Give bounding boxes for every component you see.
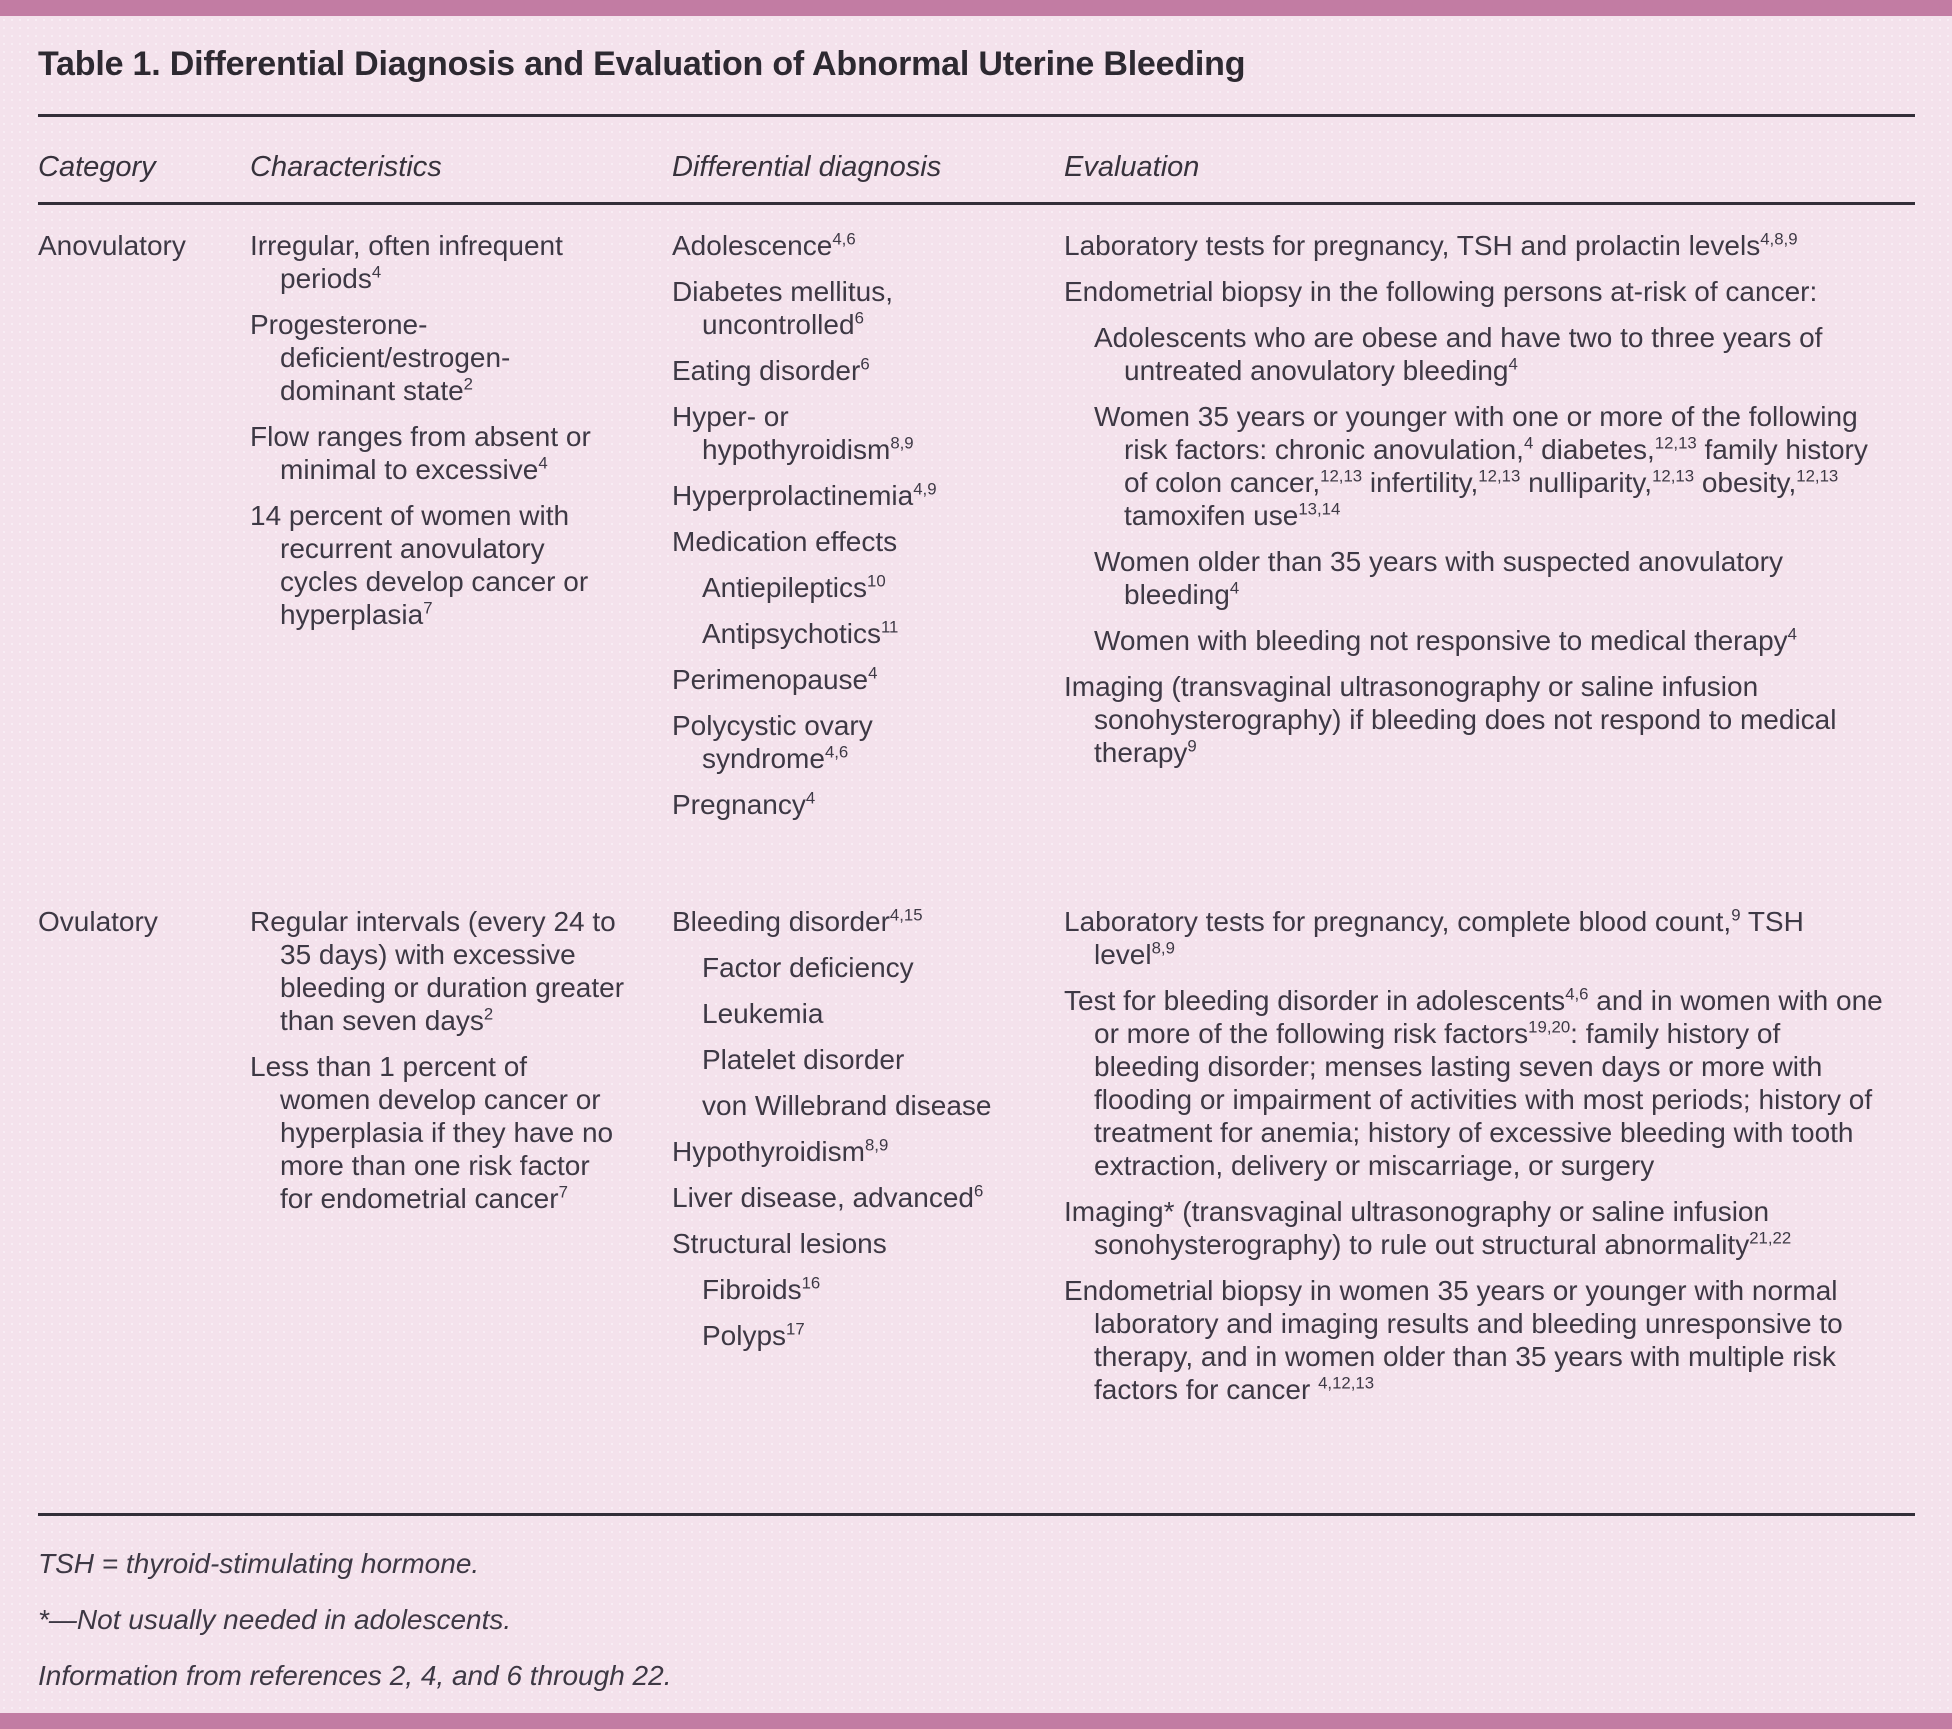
title-rule	[38, 114, 1915, 117]
table-title: Table 1. Differential Diagnosis and Evaluation of Abnormal Uterine Bleeding	[38, 45, 1246, 83]
cell-paragraph: Factor deficiency	[702, 952, 914, 983]
evaluation-cell	[1064, 905, 1915, 1419]
cell-paragraph: Progesterone-deficient/estrogen-dominant state$^2$	[250, 309, 511, 406]
cell-paragraph: Irregular, often infrequent periods$^4$	[250, 230, 563, 294]
cell-paragraph: Adolescents who are obese and have two to three years of untreated anovulatory bleeding$^4$	[1094, 322, 1823, 386]
cell-paragraph: Hyper- or hypothyroidism$^{8,9}$	[672, 401, 914, 465]
cell-paragraph: Hypothyroidism$^{8,9}$	[672, 1135, 889, 1167]
cell-paragraph: Bleeding disorder$^{4,15}$	[672, 905, 923, 937]
cell-paragraph: Regular intervals (every 24 to 35 days) with excessive bleeding or duration greater than seven days$^2$	[250, 906, 625, 1036]
bottom-accent-bar	[0, 1713, 1952, 1729]
column-header-evaluation: Evaluation	[1064, 151, 1200, 183]
column-header-characteristics: Characteristics	[250, 151, 442, 183]
table-footer	[38, 1513, 1915, 1692]
cell-paragraph: Imaging (transvaginal ultrasonography or saline infusion sonohysterography) if bleeding does not respond to medical therapy$^9$	[1064, 671, 1837, 768]
cell-paragraph: Flow ranges from absent or minimal to excessive$^4$	[250, 421, 591, 485]
cell-paragraph: Women older than 35 years with suspected anovulatory bleeding$^4$	[1094, 546, 1783, 610]
cell-paragraph: Leukemia	[702, 998, 824, 1029]
cell-paragraph: Women with bleeding not responsive to medical therapy$^4$	[1094, 624, 1797, 656]
characteristics-cell	[250, 905, 672, 1419]
differential-cell	[672, 229, 1064, 889]
differential-cell	[672, 905, 1064, 1419]
footnote-tsh: TSH = thyroid-stimulating hormone.	[38, 1548, 480, 1579]
category-label: Anovulatory	[38, 230, 186, 261]
cell-paragraph: Polycystic ovary syndrome$^{4,6}$	[672, 710, 873, 774]
cell-paragraph: Laboratory tests for pregnancy, complete blood count,$^9$ TSH level$^{8,9}$	[1064, 905, 1804, 970]
table-row	[38, 229, 1915, 889]
cell-paragraph: Fibroids$^{16}$	[702, 1273, 821, 1305]
column-header-differential-diagnosis: Differential diagnosis	[672, 151, 942, 183]
table-body	[38, 205, 1915, 1419]
category-cell	[38, 905, 250, 1419]
cell-paragraph: Eating disorder$^6$	[672, 354, 870, 386]
cell-paragraph: Liver disease, advanced$^6$	[672, 1181, 984, 1213]
footnote-asterisk: *—Not usually needed in adolescents.	[38, 1604, 512, 1635]
footer-rule	[38, 1513, 1915, 1516]
category-cell	[38, 229, 250, 889]
cell-paragraph: Diabetes mellitus, uncontrolled$^6$	[672, 276, 893, 340]
cell-paragraph: Adolescence$^{4,6}$	[672, 229, 856, 261]
cell-paragraph: Perimenopause$^4$	[672, 663, 878, 695]
category-label: Ovulatory	[38, 906, 158, 937]
cell-paragraph: Laboratory tests for pregnancy, TSH and prolactin levels$^{4,8,9}$	[1064, 229, 1798, 261]
cell-paragraph: Antiepileptics$^{10}$	[702, 571, 886, 603]
column-header-category: Category	[38, 151, 156, 183]
table-row	[38, 905, 1915, 1419]
cell-paragraph: Endometrial biopsy in the following persons at-risk of cancer:	[1064, 276, 1818, 307]
evaluation-cell	[1064, 229, 1915, 889]
characteristics-cell	[250, 229, 672, 889]
cell-paragraph: Women 35 years or younger with one or more of the following risk factors: chronic anovulation,$^4$ diabetes,$^{12,13}$ family history of colon cancer,$^{12,13}$ infertility,$^{12,13}$ nulliparity,$^{12,13}$ obesity,$^{12,13}$ tamoxifen use$^{13,14}$	[1094, 401, 1868, 531]
cell-paragraph: Antipsychotics$^{11}$	[702, 617, 899, 649]
cell-paragraph: 14 percent of women with recurrent anovulatory cycles develop cancer or hyperplasia$^7$	[250, 500, 589, 630]
cell-paragraph: von Willebrand disease	[702, 1090, 992, 1121]
cell-paragraph: Imaging* (transvaginal ultrasonography or saline infusion sonohysterography) to rule out structural abnormality$^{21,22}$	[1064, 1196, 1792, 1260]
top-accent-bar	[0, 0, 1952, 16]
cell-paragraph: Structural lesions	[672, 1228, 887, 1259]
cell-paragraph: Less than 1 percent of women develop cancer or hyperplasia if they have no more than one risk factor for endometrial cancer$^7$	[250, 1051, 614, 1214]
cell-paragraph: Endometrial biopsy in women 35 years or younger with normal laboratory and imaging results and bleeding unresponsive to therapy, and in women older than 35 years with multiple risk factors for cancer $^{4,12,13}$	[1064, 1275, 1843, 1405]
column-header-row	[38, 151, 1915, 202]
cell-paragraph: Hyperprolactinemia$^{4,9}$	[672, 479, 937, 511]
cell-paragraph: Pregnancy$^4$	[672, 788, 816, 820]
cell-paragraph: Platelet disorder	[702, 1044, 905, 1075]
cell-paragraph: Medication effects	[672, 526, 898, 557]
cell-paragraph: Polyps$^{17}$	[702, 1319, 805, 1351]
cell-paragraph: Test for bleeding disorder in adolescents$^{4,6}$ and in women with one or more of the following risk factors$^{19,20}$: family history of bleeding disorder; menses lasting seven days or more with flooding or impairment of activities with most periods; history of treatment for anemia; history of excessive bleeding with tooth extraction, delivery or miscarriage, or surgery	[1064, 984, 1883, 1181]
footnote-references: Information from references 2, 4, and 6 through 22.	[38, 1660, 672, 1691]
